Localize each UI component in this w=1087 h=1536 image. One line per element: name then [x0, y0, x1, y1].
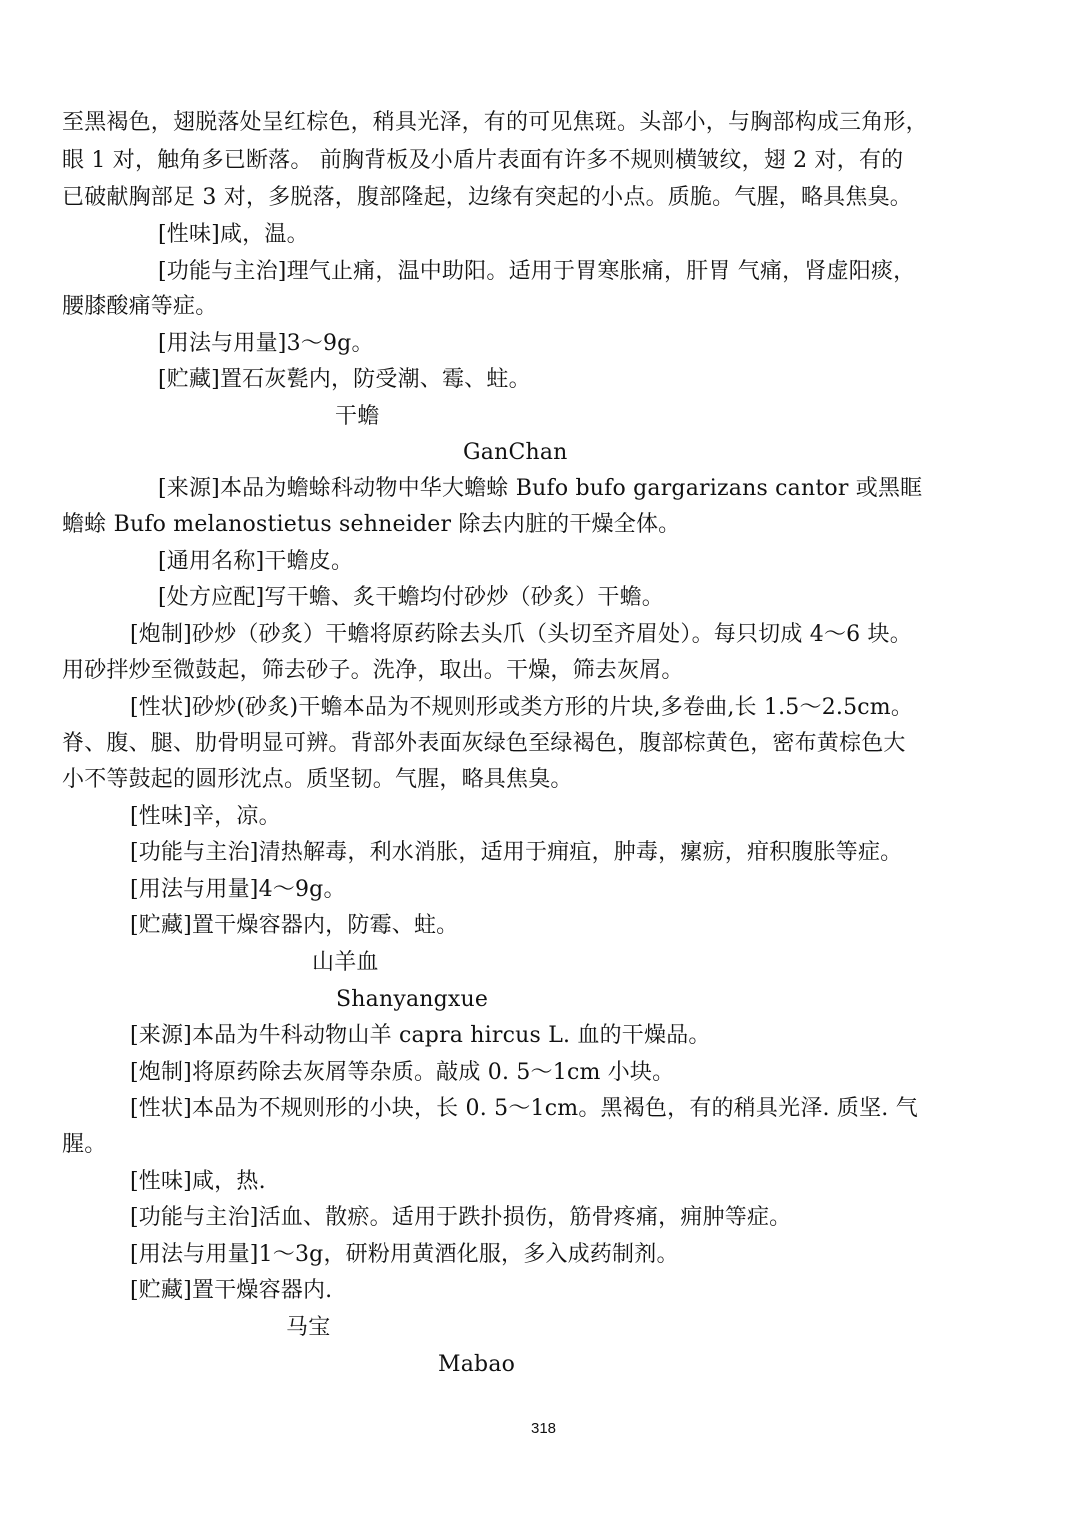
body-line: [功能与主治]活血、散瘀。适用于跌扑损伤，筋骨疼痛，痈肿等症。 [130, 1205, 792, 1230]
body-line: [来源]本品为蟾蜍科动物中华大蟾蜍 Bufo bufo gargarizans cantor 或黑眶 [158, 476, 923, 501]
body-line: [处方应配]写干蟾、炙干蟾均付砂炒（砂炙）干蟾。 [158, 585, 664, 610]
body-line: [贮藏]置石灰甏内，防受潮、霉、蛀。 [158, 367, 531, 392]
body-line: [用法与用量]3～9g。 [158, 331, 374, 356]
body-line: 至黑褐色，翅脱落处呈红棕色，稍具光泽，有的可见焦斑。头部小，与胸部构成三角形， [62, 110, 928, 135]
body-line: [性状]砂炒(砂炙)干蟾本品为不规则形或类方形的片块,多卷曲,长 1.5～2.5cm。 [130, 695, 914, 720]
body-line: 脊、腹、腿、肋骨明显可辨。背部外表面灰绿色至绿褐色，腹部棕黄色，密布黄棕色大 [62, 731, 906, 756]
entry-pinyin: Shanyangxue [336, 987, 489, 1012]
body-line: 腥。 [62, 1132, 107, 1157]
body-line: [功能与主治]清热解毒，利水消胀，适用于痈疽，肿毒，瘰疬，疳积腹胀等症。 [130, 840, 903, 865]
entry-pinyin: Mabao [438, 1352, 516, 1377]
entry-pinyin: GanChan [463, 440, 568, 465]
body-line: [贮藏]置干燥容器内. [130, 1278, 333, 1303]
body-line: [通用名称]干蟾皮。 [158, 549, 354, 574]
page-number: 318 [531, 1420, 557, 1437]
body-line: 已破献胸部足 3 对，多脱落，腹部隆起，边缘有突起的小点。质脆。气腥，略具焦臭。 [62, 185, 912, 210]
body-line: [性味]咸，热. [130, 1169, 266, 1194]
body-line: [功能与主治]理气止痛，温中助阳。适用于胃寒胀痛，肝胃 气痛，肾虚阳痰， [158, 259, 916, 284]
body-line: [用法与用量]1～3g，研粉用黄酒化服，多入成药制剂。 [130, 1242, 679, 1267]
body-line: [炮制]砂炒（砂炙）干蟾将原药除去头爪（头切至齐眉处）。每只切成 4～6 块。 [130, 622, 912, 647]
body-line: [用法与用量]4～9g。 [130, 877, 346, 902]
body-line: [贮藏]置干燥容器内，防霉、蛀。 [130, 913, 459, 938]
body-line: [性味]辛，凉。 [130, 804, 281, 829]
body-line: 腰膝酸痛等症。 [62, 294, 218, 319]
body-line: 小不等鼓起的圆形沈点。质坚韧。气腥，略具焦臭。 [62, 767, 573, 792]
body-line: 蟾蜍 Bufo melanostietus sehneider 除去内脏的干燥全体。 [62, 512, 681, 537]
entry-title: 马宝 [286, 1315, 331, 1340]
body-line: [来源]本品为牛科动物山羊 capra hircus L. 血的干燥品。 [130, 1023, 711, 1048]
body-line: 用砂拌炒至微鼓起，筛去砂子。洗净，取出。干燥，筛去灰屑。 [62, 658, 684, 683]
body-line: [性状]本品为不规则形的小块，长 0. 5～1cm。黑褐色，有的稍具光泽. 质坚. 气 [130, 1096, 918, 1121]
body-line: [性味]咸，温。 [158, 222, 309, 247]
body-line: 眼 1 对，触角多已断落。 前胸背板及小盾片表面有许多不规则横皱纹，翅 2 对，有的 [62, 148, 904, 173]
entry-title: 干蟾 [335, 404, 380, 429]
entry-title: 山羊血 [312, 950, 379, 975]
body-line: [炮制]将原药除去灰屑等杂质。敲成 0. 5～1cm 小块。 [130, 1060, 675, 1085]
